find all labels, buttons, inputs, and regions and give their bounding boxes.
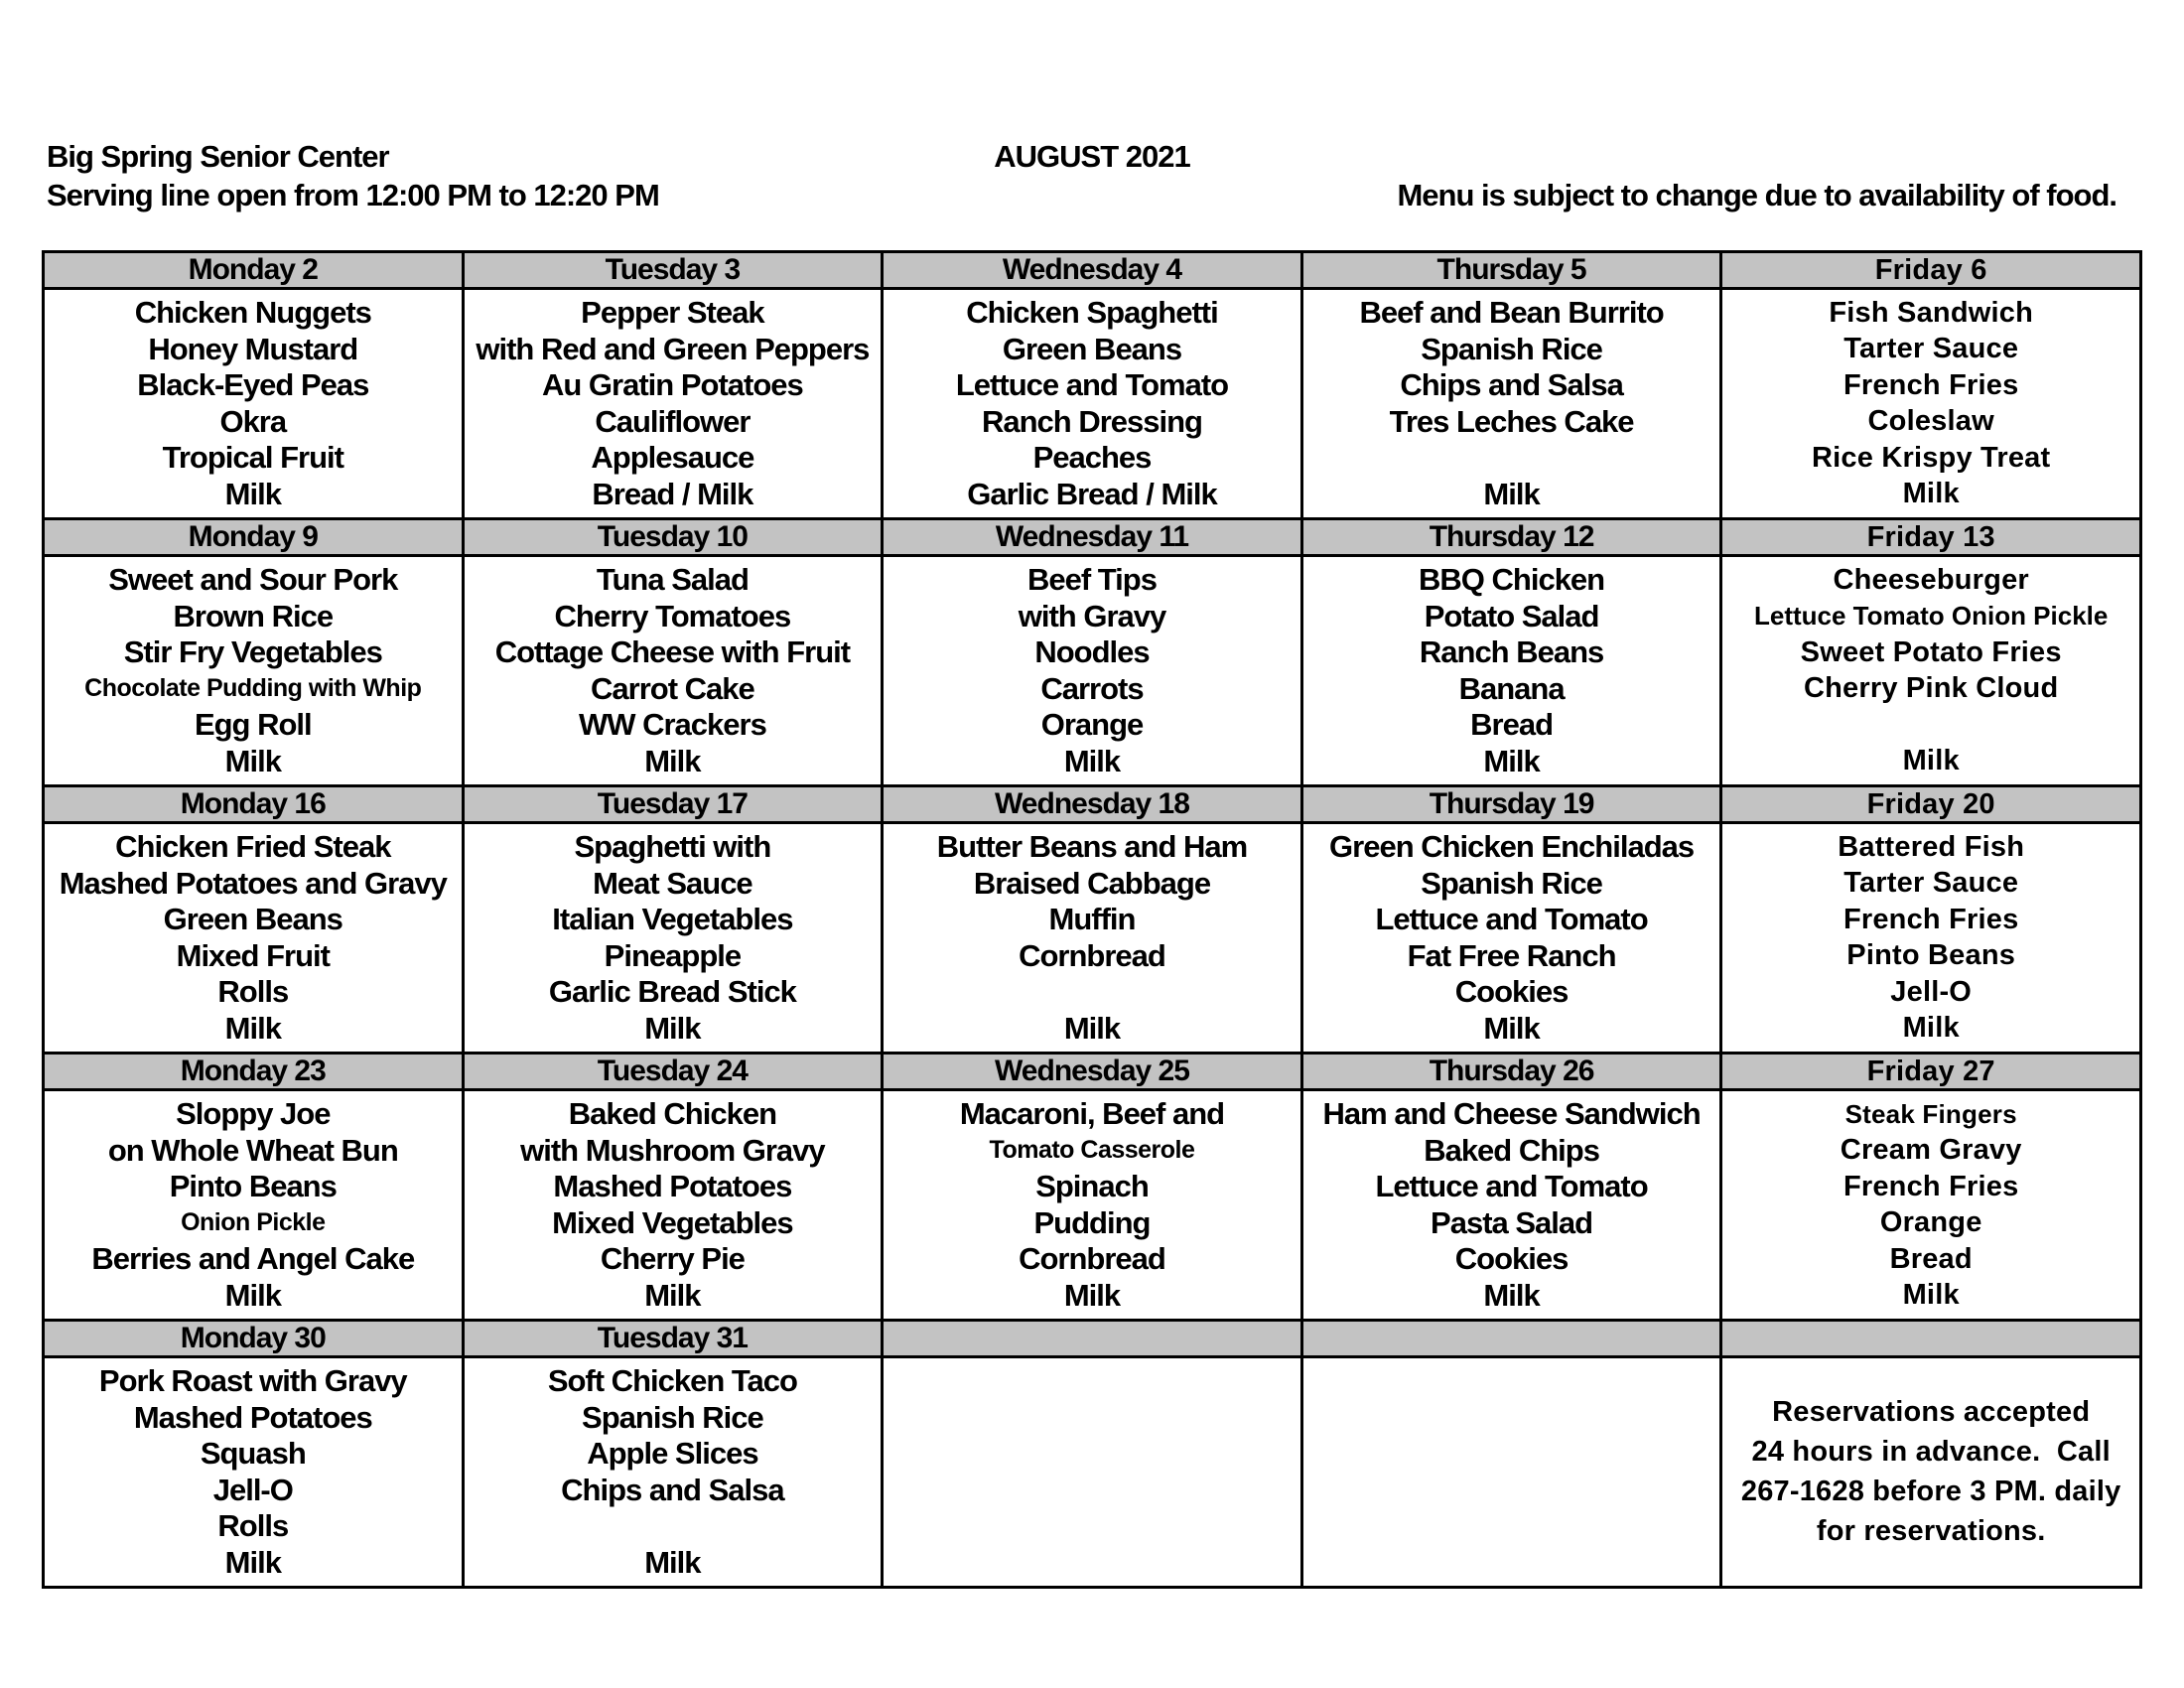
menu-item: Cream Gravy bbox=[1840, 1134, 2022, 1167]
menu-item-blank bbox=[886, 974, 1298, 1011]
reservation-note-line: Reservations accepted bbox=[1772, 1396, 2091, 1428]
menu-cell bbox=[463, 556, 883, 786]
menu-cell-lines bbox=[45, 557, 462, 784]
page-title: Big Spring Senior Center bbox=[47, 139, 389, 174]
menu-item: Butter Beans and Ham bbox=[936, 829, 1248, 865]
menu-item: Meat Sauce bbox=[593, 865, 752, 901]
day-header: Monday 2 bbox=[44, 252, 464, 289]
menu-item: Milk bbox=[1902, 745, 1960, 777]
menu-item: Green Beans bbox=[1002, 331, 1182, 366]
day-header: Wednesday 11 bbox=[883, 519, 1302, 556]
menu-item: Okra bbox=[219, 403, 287, 439]
menu-item: Pasta Salad bbox=[1431, 1204, 1593, 1240]
menu-cell-lines bbox=[1303, 290, 1720, 517]
menu-item: Milk bbox=[1902, 478, 1960, 510]
week-4-menu-row bbox=[44, 1090, 2141, 1321]
menu-item: Stir Fry Vegetables bbox=[123, 634, 382, 670]
menu-item: on Whole Wheat Bun bbox=[107, 1132, 398, 1168]
menu-item: Milk bbox=[224, 743, 281, 778]
menu-item: BBQ Chicken bbox=[1419, 562, 1605, 598]
menu-cell bbox=[883, 1357, 1302, 1588]
menu-cell bbox=[883, 289, 1302, 519]
reservation-note-line: 24 hours in advance. Call bbox=[1751, 1436, 2111, 1468]
menu-item: Green Chicken Enchiladas bbox=[1329, 829, 1695, 865]
menu-item: Milk bbox=[1063, 1010, 1121, 1046]
menu-item: Milk bbox=[644, 1544, 701, 1580]
menu-item: Pudding bbox=[1033, 1204, 1151, 1240]
menu-item: Sloppy Joe bbox=[176, 1096, 331, 1132]
menu-cell bbox=[44, 289, 464, 519]
day-header: Wednesday 18 bbox=[883, 786, 1302, 823]
menu-item: Spanish Rice bbox=[1421, 331, 1602, 366]
menu-table-body bbox=[44, 252, 2141, 1588]
menu-cell-lines bbox=[1722, 1091, 2139, 1319]
day-header: Thursday 5 bbox=[1301, 252, 1721, 289]
menu-item: Beef and Bean Burrito bbox=[1359, 295, 1664, 331]
menu-cell-lines bbox=[465, 824, 882, 1052]
menu-item: Carrot Cake bbox=[591, 670, 754, 706]
week-5-menu-row bbox=[44, 1357, 2141, 1588]
menu-item: French Fries bbox=[1843, 903, 2019, 935]
menu-item: Egg Roll bbox=[194, 707, 312, 743]
menu-item: Honey Mustard bbox=[148, 331, 358, 366]
menu-item: Sweet Potato Fries bbox=[1800, 635, 2062, 668]
week-1-header-row bbox=[44, 252, 2141, 289]
menu-item: Mashed Potatoes and Gravy bbox=[59, 865, 447, 901]
menu-item: Cherry Tomatoes bbox=[554, 598, 791, 633]
menu-cell bbox=[463, 1357, 883, 1588]
menu-item: with Red and Green Peppers bbox=[476, 331, 870, 366]
menu-item: Ranch Dressing bbox=[981, 403, 1202, 439]
menu-item: Garlic Bread Stick bbox=[548, 974, 796, 1010]
menu-cell-lines bbox=[1303, 1358, 1720, 1586]
menu-cell bbox=[1721, 1090, 2141, 1321]
menu-cell bbox=[463, 289, 883, 519]
menu-cell bbox=[883, 823, 1302, 1054]
menu-item: Sweet and Sour Pork bbox=[108, 562, 398, 598]
menu-item: Muffin bbox=[1048, 902, 1136, 937]
day-header: Friday 20 bbox=[1721, 786, 2141, 823]
menu-item: Lettuce and Tomato bbox=[955, 367, 1229, 403]
menu-item: Cottage Cheese with Fruit bbox=[494, 634, 851, 670]
menu-item: WW Crackers bbox=[578, 707, 766, 743]
menu-item: Chocolate Pudding with Whip bbox=[84, 674, 422, 703]
menu-item: Mashed Potatoes bbox=[553, 1169, 792, 1204]
menu-item-blank bbox=[1305, 440, 1718, 477]
menu-cell bbox=[44, 556, 464, 786]
menu-item: French Fries bbox=[1843, 1170, 2019, 1202]
week-4-header-row bbox=[44, 1054, 2141, 1090]
menu-item: Chicken Nuggets bbox=[134, 295, 371, 331]
menu-item: Garlic Bread / Milk bbox=[967, 476, 1217, 511]
menu-cell-lines bbox=[1722, 290, 2139, 517]
menu-item: Green Beans bbox=[163, 902, 342, 937]
menu-cell-lines bbox=[884, 557, 1300, 784]
menu-item: Spaghetti with bbox=[574, 829, 771, 865]
menu-item: Soft Chicken Taco bbox=[547, 1363, 797, 1399]
menu-item: Jell-O bbox=[1890, 975, 1973, 1008]
reservation-note-line: for reservations. bbox=[1816, 1515, 2046, 1547]
reservation-note bbox=[1722, 1358, 2139, 1586]
menu-cell-lines bbox=[1722, 557, 2139, 784]
menu-cell-lines bbox=[884, 824, 1300, 1052]
menu-item: Baked Chicken bbox=[568, 1096, 777, 1132]
menu-item: Tuna Salad bbox=[596, 562, 749, 598]
menu-cell bbox=[883, 556, 1302, 786]
menu-item: Onion Pickle bbox=[181, 1208, 326, 1237]
day-header: Monday 9 bbox=[44, 519, 464, 556]
menu-cell-lines bbox=[884, 290, 1300, 517]
menu-item: Fish Sandwich bbox=[1829, 296, 2033, 329]
menu-cell-lines bbox=[465, 557, 882, 784]
day-header: Monday 30 bbox=[44, 1321, 464, 1357]
menu-item: Braised Cabbage bbox=[973, 865, 1211, 901]
menu-item: Black-Eyed Peas bbox=[137, 367, 369, 403]
menu-item: Milk bbox=[1063, 1277, 1121, 1313]
menu-item: Tomato Casserole bbox=[989, 1136, 1195, 1165]
menu-cell bbox=[463, 1090, 883, 1321]
menu-item: Lettuce and Tomato bbox=[1375, 1169, 1648, 1204]
menu-item: Noodles bbox=[1034, 634, 1150, 670]
menu-cell-lines bbox=[1303, 557, 1720, 784]
menu-item: Milk bbox=[1483, 1010, 1540, 1046]
day-header: Tuesday 17 bbox=[463, 786, 883, 823]
day-header: Monday 16 bbox=[44, 786, 464, 823]
menu-item: Coleslaw bbox=[1867, 405, 1994, 438]
menu-item: Cheeseburger bbox=[1833, 563, 2029, 596]
week-2-menu-row bbox=[44, 556, 2141, 786]
menu-item: Milk bbox=[224, 1544, 281, 1580]
menu-item: Milk bbox=[644, 1277, 701, 1313]
menu-item: Milk bbox=[224, 1010, 281, 1046]
reservation-note-line: 267-1628 before 3 PM. daily bbox=[1740, 1476, 2121, 1507]
menu-item: Chips and Salsa bbox=[1400, 367, 1623, 403]
day-header: Wednesday 25 bbox=[883, 1054, 1302, 1090]
menu-cell bbox=[44, 1090, 464, 1321]
menu-item: Carrots bbox=[1040, 670, 1144, 706]
menu-cell-lines bbox=[45, 824, 462, 1052]
menu-item: Fat Free Ranch bbox=[1407, 937, 1616, 973]
menu-item: Orange bbox=[1040, 707, 1144, 743]
menu-item: Spanish Rice bbox=[1421, 865, 1602, 901]
menu-item: Pinto Beans bbox=[1846, 939, 2016, 972]
menu-item: Milk bbox=[1483, 743, 1540, 778]
menu-cell bbox=[1301, 289, 1721, 519]
menu-cell bbox=[1301, 556, 1721, 786]
day-header: Thursday 26 bbox=[1301, 1054, 1721, 1090]
menu-item: Italian Vegetables bbox=[552, 902, 793, 937]
menu-item: Spanish Rice bbox=[582, 1399, 763, 1435]
menu-item: Milk bbox=[1483, 476, 1540, 511]
day-header: Wednesday 4 bbox=[883, 252, 1302, 289]
menu-item: Tres Leches Cake bbox=[1389, 403, 1634, 439]
menu-item: Milk bbox=[1902, 1279, 1960, 1312]
menu-item: Tarter Sauce bbox=[1843, 333, 2019, 365]
day-header bbox=[1301, 1321, 1721, 1357]
day-header: Friday 27 bbox=[1721, 1054, 2141, 1090]
menu-item: Pepper Steak bbox=[581, 295, 764, 331]
menu-item: Battered Fish bbox=[1838, 830, 2025, 863]
menu-cell-lines bbox=[1303, 1091, 1720, 1319]
menu-cell bbox=[1301, 1090, 1721, 1321]
menu-item: Pinto Beans bbox=[169, 1169, 337, 1204]
menu-item: Banana bbox=[1458, 670, 1565, 706]
menu-cell-lines bbox=[884, 1091, 1300, 1319]
menu-cell-lines bbox=[465, 1358, 882, 1586]
menu-item: Chips and Salsa bbox=[561, 1472, 784, 1507]
menu-item: Cookies bbox=[1454, 1241, 1569, 1277]
menu-item: Cookies bbox=[1454, 974, 1569, 1010]
menu-item: Mixed Fruit bbox=[176, 937, 330, 973]
menu-cell bbox=[463, 823, 883, 1054]
menu-cell bbox=[1301, 1357, 1721, 1588]
menu-item: Jell-O bbox=[212, 1472, 293, 1507]
menu-table bbox=[42, 250, 2142, 1589]
menu-item: Orange bbox=[1879, 1206, 1982, 1239]
menu-item: Rolls bbox=[217, 1508, 289, 1544]
day-header: Friday 6 bbox=[1721, 252, 2141, 289]
menu-item: Lettuce Tomato Onion Pickle bbox=[1754, 601, 2109, 632]
menu-cell bbox=[44, 1357, 464, 1588]
menu-item: Pineapple bbox=[604, 937, 742, 973]
menu-item: Milk bbox=[224, 476, 281, 511]
menu-cell-lines bbox=[1722, 824, 2139, 1052]
menu-cell bbox=[44, 823, 464, 1054]
menu-item: Tropical Fruit bbox=[162, 440, 343, 476]
menu-item: Milk bbox=[1063, 743, 1121, 778]
menu-cell-lines bbox=[45, 1091, 462, 1319]
menu-item: Baked Chips bbox=[1424, 1132, 1599, 1168]
week-3-menu-row bbox=[44, 823, 2141, 1054]
week-2-header-row bbox=[44, 519, 2141, 556]
day-header: Thursday 19 bbox=[1301, 786, 1721, 823]
menu-cell bbox=[1721, 556, 2141, 786]
menu-item: Rolls bbox=[217, 974, 289, 1010]
menu-item-blank bbox=[467, 1508, 880, 1545]
menu-item: Cherry Pink Cloud bbox=[1803, 672, 2059, 705]
menu-cell-lines bbox=[884, 1358, 1300, 1586]
day-header: Tuesday 24 bbox=[463, 1054, 883, 1090]
week-1-menu-row bbox=[44, 289, 2141, 519]
menu-item: Beef Tips bbox=[1026, 562, 1157, 598]
menu-item: Berries and Angel Cake bbox=[91, 1241, 415, 1277]
menu-cell bbox=[883, 1090, 1302, 1321]
menu-item: Pork Roast with Gravy bbox=[98, 1363, 407, 1399]
menu-item: Bread bbox=[1889, 1242, 1973, 1275]
menu-item: Peaches bbox=[1032, 440, 1152, 476]
menu-item: Lettuce and Tomato bbox=[1375, 902, 1648, 937]
menu-cell bbox=[1721, 823, 2141, 1054]
menu-item: Ham and Cheese Sandwich bbox=[1322, 1096, 1701, 1132]
menu-item: Milk bbox=[1483, 1277, 1540, 1313]
menu-item: Brown Rice bbox=[173, 598, 334, 633]
menu-item: Macaroni, Beef and bbox=[959, 1096, 1225, 1132]
menu-item-blank bbox=[1724, 707, 2137, 744]
menu-item: Cherry Pie bbox=[600, 1241, 745, 1277]
menu-item: Mixed Vegetables bbox=[552, 1204, 793, 1240]
day-header bbox=[1721, 1321, 2141, 1357]
menu-item: Milk bbox=[644, 743, 701, 778]
availability-note: Menu is subject to change due to availability of food. bbox=[1397, 178, 2116, 212]
menu-item: Bread / Milk bbox=[592, 476, 753, 511]
menu-cell-lines bbox=[45, 290, 462, 517]
menu-item: Tarter Sauce bbox=[1843, 867, 2019, 900]
menu-cell-lines bbox=[45, 1358, 462, 1586]
menu-cell-lines bbox=[1303, 824, 1720, 1052]
menu-item: Bread bbox=[1470, 707, 1554, 743]
menu-item: Cornbread bbox=[1019, 1241, 1165, 1277]
day-header bbox=[883, 1321, 1302, 1357]
menu-item: Milk bbox=[1902, 1012, 1960, 1045]
day-header: Monday 23 bbox=[44, 1054, 464, 1090]
day-header: Tuesday 31 bbox=[463, 1321, 883, 1357]
menu-item: Milk bbox=[224, 1277, 281, 1313]
menu-item: Ranch Beans bbox=[1419, 634, 1604, 670]
menu-item: Spinach bbox=[1035, 1169, 1149, 1204]
menu-cell bbox=[1721, 1357, 2141, 1588]
day-header: Thursday 12 bbox=[1301, 519, 1721, 556]
menu-item: Cauliflower bbox=[595, 403, 751, 439]
day-header: Tuesday 10 bbox=[463, 519, 883, 556]
menu-item: Apple Slices bbox=[587, 1436, 758, 1472]
menu-item: Rice Krispy Treat bbox=[1812, 441, 2051, 474]
menu-item: with Mushroom Gravy bbox=[520, 1132, 825, 1168]
week-5-header-row bbox=[44, 1321, 2141, 1357]
menu-cell-lines bbox=[465, 1091, 882, 1319]
menu-item: Mashed Potatoes bbox=[133, 1399, 372, 1435]
menu-item: Au Gratin Potatoes bbox=[542, 367, 803, 403]
menu-item: Squash bbox=[200, 1436, 306, 1472]
menu-item: Chicken Fried Steak bbox=[115, 829, 391, 865]
menu-item: French Fries bbox=[1843, 368, 2019, 401]
day-header: Tuesday 3 bbox=[463, 252, 883, 289]
serving-hours-text: Serving line open from 12:00 PM to 12:20 PM bbox=[47, 178, 659, 212]
day-header: Friday 13 bbox=[1721, 519, 2141, 556]
menu-item: Chicken Spaghetti bbox=[966, 295, 1218, 331]
menu-item: Cornbread bbox=[1019, 937, 1165, 973]
menu-item: Steak Fingers bbox=[1844, 1098, 2017, 1129]
month-title: AUGUST 2021 bbox=[994, 139, 1190, 174]
menu-cell-lines bbox=[465, 290, 882, 517]
menu-item: Applesauce bbox=[591, 440, 754, 476]
week-3-header-row bbox=[44, 786, 2141, 823]
menu-cell bbox=[1301, 823, 1721, 1054]
menu-cell bbox=[1721, 289, 2141, 519]
menu-item: Potato Salad bbox=[1424, 598, 1599, 633]
menu-item: Milk bbox=[644, 1010, 701, 1046]
menu-item: with Gravy bbox=[1018, 598, 1166, 633]
